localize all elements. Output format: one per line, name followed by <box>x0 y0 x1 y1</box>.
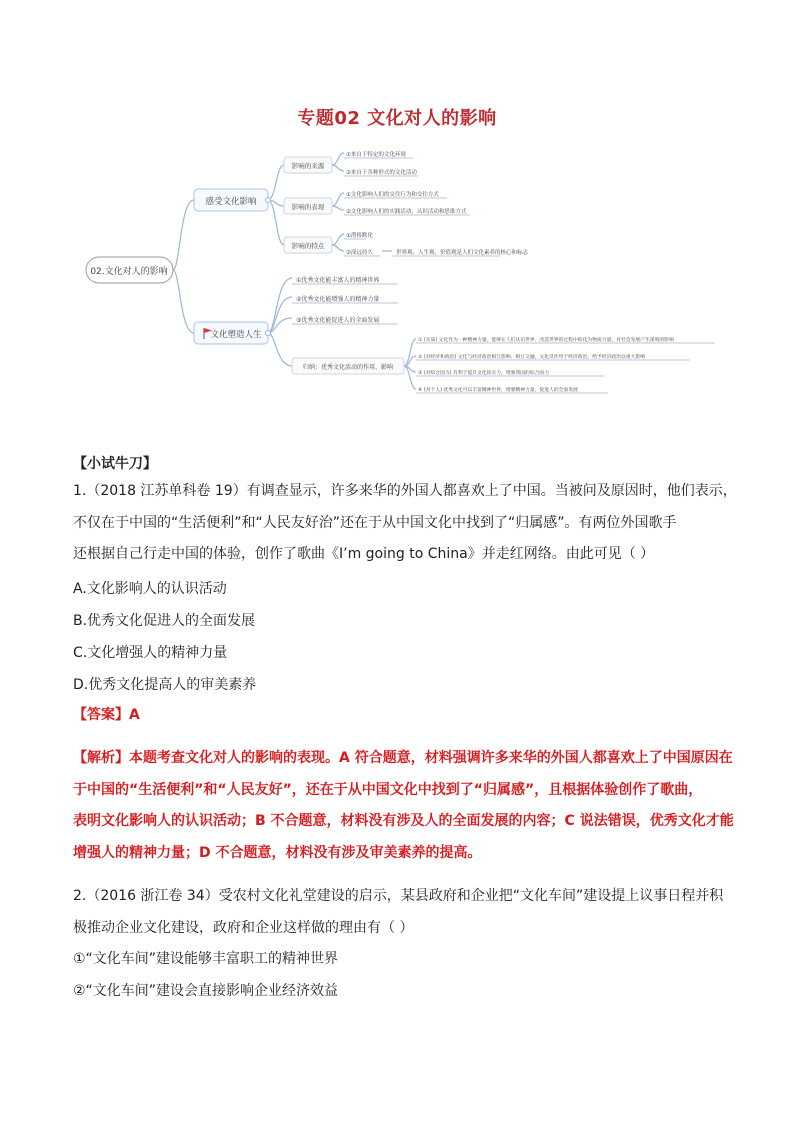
mindmap-leaf: 世界观、人生观、价值观是人们文化素养的核心和标志 <box>396 250 529 256</box>
mindmap-leaf: ③ (对综合国力) 有利于提升文化软实力，增强我国的综合国力 <box>418 371 550 376</box>
option-c: C.文化增强人的精神力量 <box>73 645 228 661</box>
mindmap-leaf: ①来自于特定的文化环境 <box>346 152 406 158</box>
question-1-line: 还根据自己行走中国的体验，创作了歌曲《I’m going to China》并走红网络。由此可见（ ） <box>73 546 655 562</box>
mindmap-node: 影响的特点 <box>291 242 325 250</box>
mindmap-leaf: ② (对经济和政治) 文化与经济政治相互影响、相互交融，文化反作用于经济政治，给予经济政治以重大影响 <box>418 355 645 360</box>
mindmap-node: 影响的来源 <box>291 162 325 170</box>
explanation <box>73 743 733 869</box>
mindmap-node: ①优秀文化能丰富人的精神世界 <box>296 277 380 284</box>
section-title: 【小试牛刀】 <box>73 456 157 472</box>
question-1-line: 1.（2018 江苏单科卷 19）有调查显示，许多来华的外国人都喜欢上了中国。当被问及原因时，他们表示， <box>73 483 737 499</box>
answer: 【答案】A <box>73 707 140 723</box>
page-title: 专题02 文化对人的影响 <box>297 108 497 129</box>
explanation-line: 表明文化影响人的认识活动；B 不合题意，材料没有涉及人的全面发展的内容；C 说法错误，优秀文化才能 <box>73 813 734 829</box>
mindmap-leaf: ① (实质) 文化作为一种精神力量，能够在人们认识世界、改造世界的过程中转化为物质力量，对社会发展产生深刻的影响 <box>418 338 674 343</box>
mindmap-leaf: ①潜移默化 <box>346 233 373 239</box>
question-2-line: ②“文化车间”建设会直接影响企业经济效益 <box>73 982 339 999</box>
mindmap-leaf: ②深远持久 <box>346 250 373 256</box>
mindmap-node: ②优秀文化能增强人的精神力量 <box>296 296 380 303</box>
mindmap-leaf: ②文化影响人们的实践活动、认识活动和思维方式 <box>346 209 467 215</box>
option-d: D.优秀文化提高人的审美素养 <box>73 677 257 693</box>
question-1-line: 不仅在于中国的“生活便利”和“人民友好治”还在于从中国文化中找到了“归属感”。有两位外国歌手 <box>73 514 677 531</box>
mindmap-root-label: 02.文化对人的影响 <box>90 267 168 277</box>
explanation-line: 【解析】本题考查文化对人的影响的表现。A 符合题意，材料强调许多来华的外国人都喜欢上了中国原因在 <box>73 750 733 766</box>
question-2-line: ①“文化车间”建设能够丰富职工的精神世界 <box>73 951 339 967</box>
mindmap-branch-1-label: 感受文化影响 <box>205 197 257 207</box>
explanation-line: 于中国的“生活便利”和“人民友好”，还在于从中国文化中找到了“归属感”，且根据体验创作了歌曲， <box>73 781 703 798</box>
mindmap-node: 归纳：优秀文化活动的作用、影响 <box>302 364 394 371</box>
option-b: B.优秀文化促进人的全面发展 <box>73 613 256 629</box>
question-1 <box>73 476 737 571</box>
mind-map <box>0 0 794 420</box>
question-2-line: 2.（2016 浙江卷 34）受农村文化礼堂建设的启示，某县政府和企业把“文化车间”建设提上议事日程并积 <box>73 888 724 904</box>
option-a: A.文化影响人的认识活动 <box>73 581 227 597</box>
question-2 <box>73 881 733 1007</box>
explanation-line: 增强人的精神力量；D 不合题意，材料没有涉及审美素养的提高。 <box>73 844 482 861</box>
mindmap-leaf: ②来自于各种形式的文化活动 <box>346 170 417 176</box>
question-2-line: 极推动企业文化建设，政府和企业这样做的理由有（ ） <box>73 919 414 936</box>
mindmap-node: 影响的表现 <box>291 203 325 211</box>
mindmap-branch-2-label: 文化塑造人生 <box>210 330 262 340</box>
mindmap-leaf: ④ (对个人) 优秀文化可以丰富精神世界，增强精神力量，促进人的全面发展 <box>418 388 578 393</box>
mindmap-node: ③优秀文化能促进人的全面发展 <box>296 317 380 324</box>
mindmap-leaf: ①文化影响人们的交往行为和交往方式 <box>346 192 439 198</box>
